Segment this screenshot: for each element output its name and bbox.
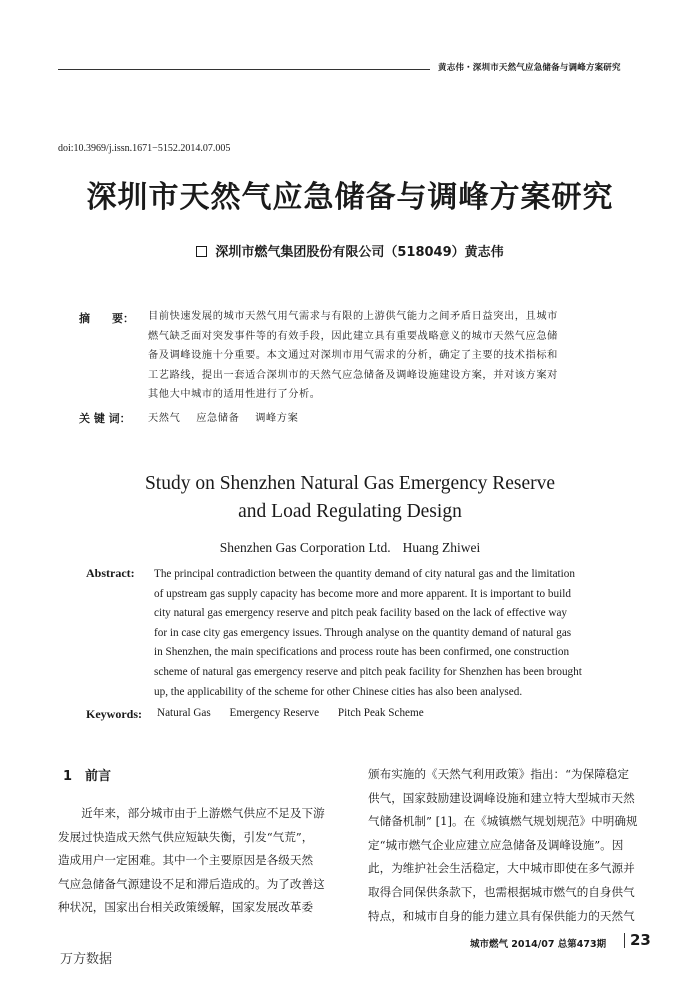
page-number: 23: [630, 931, 651, 949]
section-heading: [63, 765, 111, 784]
body-line: 气应急储备气源建设不足和滞后造成的。为了改善这: [58, 876, 325, 891]
body-column-left: [58, 802, 350, 920]
keyword-cn: 调峰方案: [255, 413, 299, 424]
author-en: Huang Zhiwei: [402, 540, 481, 555]
body-line: 取得合同保供条款下，也需根据城市燃气的自身供气: [368, 884, 635, 899]
body-line: 近年来，部分城市由于上游燃气供应不足及下游: [58, 806, 325, 820]
section-title: 前言: [85, 769, 112, 784]
abstract-cn-line: 燃气缺乏面对突发事件等的有效手段，因此建立具有重要战略意义的城市天然气应急储: [148, 330, 558, 342]
body-line: 特点，和城市自身的能力建立具有保供能力的天然气: [368, 908, 635, 923]
body-line: 此，为维护社会生活稳定，大中城市即使在多气源并: [368, 861, 635, 876]
abstract-en-line: in Shenzhen, the main specifications and process route has been confirmed, one construction: [154, 646, 570, 659]
keywords-cn-label: 关 键 词：: [79, 412, 131, 425]
keyword-cn: 天然气: [148, 413, 181, 424]
header-rule: [58, 69, 430, 70]
abstract-en-line: for in case city gas emergency issues. Through analyse on the quantity demand of natural gas: [154, 626, 572, 639]
abstract-cn-line: 备及调峰设施十分重要。本文通过对深圳市用气需求的分析，确定了主要的技术指标和: [148, 350, 558, 362]
abstract-en-line: scheme of natural gas emergency reserve and pitch peak facility for Shenzhen has been brought: [154, 665, 582, 678]
body-line: 造成用户一定困难。其中一个主要原因是各级天然: [58, 853, 314, 868]
body-line: 颁布实施的《天然气利用政策》指出：“为保障稳定: [368, 767, 629, 781]
keywords-en-label: Keywords:: [86, 707, 142, 721]
abstract-en-body: [154, 565, 626, 702]
body-line: 定“城市燃气企业应建立应急储备及调峰设施”。因: [368, 837, 624, 852]
paper-title-cn: 深圳市天然气应急储备与调峰方案研究: [86, 180, 614, 215]
abstract-en-label: Abstract:: [86, 566, 135, 580]
paper-title-en: [0, 470, 700, 526]
footer-journal: 城市燃气 2014/07 总第473期: [470, 939, 607, 950]
square-bullet-icon: [196, 246, 207, 257]
keyword-en: Pitch Peak Scheme: [337, 707, 424, 719]
abstract-cn-line: 目前快速发展的城市天然气用气需求与有限的上游供气能力之间矛盾日益突出，且城市: [148, 311, 558, 322]
body-line: 气储备机制” [1]。在《城镇燃气规划规范》中明确规: [368, 814, 638, 829]
paper-title-en-line: and Load Regulating Design: [238, 501, 462, 522]
keyword-en: Emergency Reserve: [229, 707, 320, 719]
body-line: 发展过快造成天然气供应短缺失衡，引发“气荒”，: [58, 829, 314, 844]
author-line: [0, 241, 700, 260]
abstract-cn-line: 工艺路线，提出一套适合深圳市的天然气应急储备及调峰设施建设方案，并对该方案对: [148, 369, 558, 381]
org-en: Shenzhen Gas Corporation Ltd.: [219, 540, 391, 555]
footer-separator: [624, 933, 625, 948]
watermark: 万方数据: [60, 952, 113, 967]
abstract-cn-label: 摘 要：: [79, 312, 134, 325]
org-author-en: [0, 540, 700, 556]
abstract-cn-line: 其他大中城市的适用性进行了分析。: [148, 389, 321, 401]
abstract-cn-body: [148, 307, 628, 405]
running-header: 黄志伟・深圳市天然气应急储备与调峰方案研究: [438, 63, 621, 73]
abstract-en-line: The principal contradiction between the quantity demand of city natural gas and the limitation: [154, 568, 575, 580]
section-number: 1: [63, 769, 73, 784]
body-line: 供气，国家鼓励建设调峰设施和建立特大型城市天然: [368, 790, 635, 805]
paper-title-en-line: Study on Shenzhen Natural Gas Emergency Reserve: [144, 473, 556, 494]
body-column-right: [368, 763, 660, 928]
abstract-en-line: of upstream gas supply capacity has become more and more apparent. It is important to build: [154, 587, 571, 600]
author-affiliation: 深圳市燃气集团股份有限公司（518049）黄志伟: [215, 245, 504, 260]
doi[interactable]: doi:10.3969/j.issn.1671−5152.2014.07.005: [58, 143, 231, 154]
keyword-cn: 应急储备: [196, 413, 240, 424]
abstract-en-line: city natural gas emergency reserve and pitch peak facility based on the lack of effective way: [154, 607, 568, 620]
abstract-en-line: up, the applicability of the scheme for other Chinese cities has also been analysed.: [154, 685, 523, 698]
keywords-cn: [148, 409, 310, 424]
keyword-en: Natural Gas: [157, 707, 211, 719]
body-line: 种状况，国家出台相关政策缓解，国家发展改革委: [58, 900, 314, 915]
keywords-en: [157, 707, 440, 719]
